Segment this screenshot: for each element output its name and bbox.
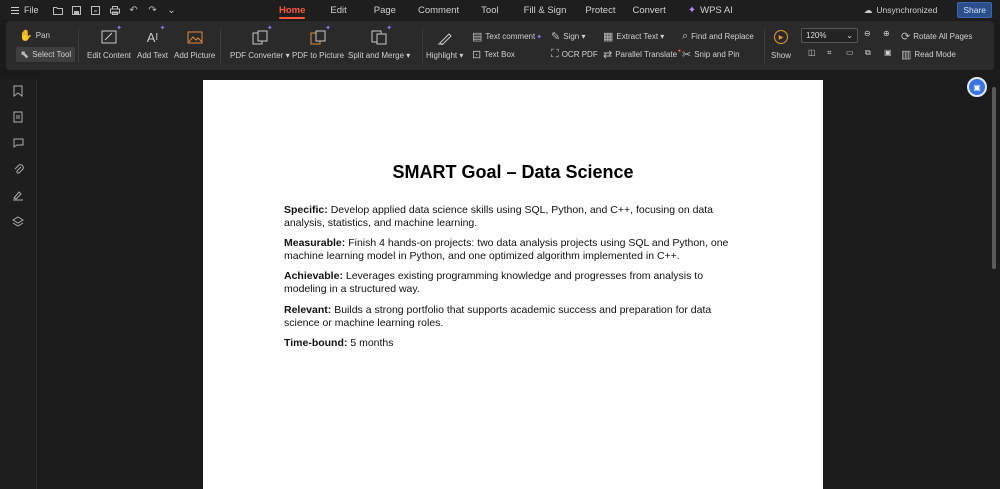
signature-icon[interactable] (12, 189, 24, 201)
timebound-paragraph (284, 337, 734, 350)
ocr-icon: ⛶ (551, 48, 559, 60)
read-mode-label: Read Mode (914, 50, 956, 59)
split-merge-button[interactable] (348, 25, 411, 60)
tab-wps-ai[interactable] (688, 0, 733, 20)
extract-text-button[interactable] (603, 30, 664, 43)
achievable-paragraph (284, 270, 734, 295)
relevant-text: Builds a strong portfolio that supports academic success and preparation for data science or machine learning roles. (284, 304, 712, 329)
edit-content-button[interactable] (87, 25, 132, 60)
measurable-text: Finish 4 hands-on projects: two data analysis projects using SQL and Python, one machine learning model in Python, and one optimized algorithm implemented in C++. (284, 237, 729, 262)
menu-bar (0, 0, 1000, 20)
find-replace-label: Find and Replace (691, 32, 754, 41)
hand-icon: ✋ (19, 30, 33, 42)
specific-paragraph (284, 204, 734, 229)
hamburger-icon (11, 7, 19, 14)
relevant-paragraph (284, 304, 734, 329)
highlight-button[interactable] (426, 28, 463, 60)
file-label: File (24, 5, 39, 15)
divider (422, 29, 423, 63)
add-text-icon: A I ✦ (146, 25, 166, 45)
divider (78, 29, 79, 63)
pdf-to-picture-icon (309, 25, 331, 46)
dual-page-icon[interactable]: ⧉ (865, 48, 871, 57)
bookmark-icon[interactable] (12, 85, 24, 97)
cloud-icon: ☁ (863, 4, 873, 15)
print-icon[interactable] (110, 5, 120, 15)
select-tool-label: Select Tool (32, 50, 72, 59)
text-box-button[interactable] (472, 48, 515, 61)
pdf-converter-button[interactable] (230, 25, 290, 60)
quick-access-toolbar (53, 5, 177, 15)
tab-fill-sign[interactable]: Fill & Sign (523, 4, 567, 16)
snip-pin-button[interactable] (682, 48, 740, 61)
attachment-icon[interactable] (12, 163, 24, 175)
pen-icon: ✎ (551, 31, 561, 43)
measurable-label: Measurable: (284, 237, 346, 249)
cursor-icon: ⬉ (20, 49, 30, 61)
layers-icon[interactable] (12, 215, 24, 227)
rotate-all-label: Rotate All Pages (913, 32, 973, 41)
ai-sparkle-icon: ✦ (536, 33, 543, 41)
zoom-in-icon[interactable]: ⊕ (883, 29, 890, 38)
tab-wps-ai-label: WPS AI (700, 4, 733, 16)
ocr-pdf-label: OCR PDF (561, 50, 598, 59)
undo-icon[interactable]: ↶ (129, 4, 138, 16)
share-button[interactable]: Share (957, 2, 992, 18)
pdf-converter-label: PDF Converter ▾ (230, 51, 290, 60)
find-replace-button[interactable] (682, 30, 754, 43)
continuous-scroll-icon[interactable]: ▣ (884, 48, 892, 57)
rotate-all-button[interactable] (901, 30, 972, 43)
split-merge-label: Split and Merge ▾ (348, 51, 411, 60)
ocr-pdf-button[interactable] (551, 48, 598, 61)
parallel-translate-label: Parallel Translate (615, 50, 678, 59)
single-page-icon[interactable]: ◫ (808, 48, 816, 57)
file-menu-button[interactable] (11, 5, 39, 15)
edit-content-icon (100, 25, 123, 46)
main-tabs (279, 0, 733, 20)
add-text-button[interactable] (137, 25, 168, 60)
read-mode-button[interactable] (901, 48, 956, 61)
vertical-scrollbar[interactable] (992, 87, 996, 269)
zoom-select[interactable] (801, 28, 858, 43)
chevron-down-icon[interactable]: ⌄ (167, 4, 176, 16)
ai-sparkle-icon: ✦ (386, 25, 393, 32)
open-folder-icon[interactable] (53, 5, 63, 15)
picture-icon (186, 28, 204, 46)
tab-home[interactable]: Home (279, 0, 305, 20)
add-picture-label: Add Picture (174, 51, 216, 60)
assistant-icon: ▣ (973, 82, 981, 92)
scissors-icon: ✂ (682, 49, 692, 61)
text-box-icon: ⊡ (472, 49, 482, 61)
fit-page-icon[interactable]: ⌗ (827, 48, 832, 57)
achievable-label: Achievable: (284, 270, 343, 282)
zoom-value: 120% (806, 31, 827, 40)
play-icon: ▶ (772, 28, 790, 46)
search-icon: ⌕ (682, 30, 689, 42)
divider (220, 29, 221, 63)
redo-icon[interactable]: ↷ (148, 4, 157, 16)
pdf-to-picture-button[interactable] (292, 25, 345, 60)
new-dot-icon: ● (678, 48, 682, 54)
ai-sparkle-icon: ✦ (687, 4, 697, 16)
achievable-text: Leverages existing programming knowledge and progresses from analysis to modeling in a structured way. (284, 270, 704, 295)
pdf-converter-icon (251, 25, 273, 46)
floating-assistant-button[interactable] (967, 77, 987, 97)
text-box-label: Text Box (484, 50, 515, 59)
relevant-label: Relevant: (284, 304, 332, 316)
split-merge-icon (370, 25, 393, 46)
specific-label: Specific: (284, 204, 328, 216)
ai-sparkle-icon: ✦ (116, 25, 123, 32)
tab-protect[interactable]: Protect (585, 4, 616, 16)
timebound-label: Time-bound: (284, 337, 348, 349)
measurable-paragraph (284, 237, 734, 262)
text-comment-icon: ▤ (472, 31, 483, 43)
add-picture-button[interactable] (174, 28, 215, 60)
comments-icon[interactable] (12, 137, 24, 149)
tab-tool[interactable]: Tool (481, 4, 499, 16)
fit-width-icon[interactable]: ▭ (846, 48, 854, 57)
sync-status-label: Unsynchronized (876, 5, 938, 15)
left-sidebar (0, 79, 37, 489)
highlight-label: Highlight ▾ (426, 51, 464, 60)
book-icon: ▥ (901, 49, 912, 61)
chevron-down-icon: ⌄ (846, 31, 853, 40)
sign-label: Sign ▾ (563, 32, 586, 41)
translate-icon: ⇄ (603, 49, 613, 61)
save-icon[interactable] (72, 5, 82, 15)
pan-label: Pan (35, 31, 50, 40)
ribbon-toolbar (6, 21, 994, 70)
snip-pin-label: Snip and Pin (694, 50, 740, 59)
show-label: Show (771, 51, 792, 60)
menubar-right (864, 0, 992, 20)
tab-edit[interactable]: Edit (330, 4, 347, 16)
ai-sparkle-icon: ✦ (266, 25, 273, 32)
tab-convert[interactable]: Convert (632, 4, 666, 16)
extract-text-icon: ▦ (603, 31, 614, 43)
timebound-text: 5 months (350, 337, 394, 349)
text-comment-label: Text comment (485, 32, 536, 41)
parallel-translate-button[interactable] (603, 48, 681, 61)
export-icon[interactable] (91, 5, 101, 15)
rotate-icon: ⟳ (901, 31, 911, 43)
show-button[interactable] (771, 28, 791, 60)
pdf-page[interactable] (203, 80, 823, 489)
text-comment-button[interactable] (472, 30, 542, 43)
tab-page[interactable]: Page (373, 4, 396, 16)
edit-content-label: Edit Content (87, 51, 132, 60)
zoom-out-icon[interactable]: ⊖ (864, 29, 871, 38)
sign-button[interactable] (551, 30, 585, 43)
divider (764, 29, 765, 63)
ai-sparkle-icon: ✦ (325, 25, 331, 32)
thumbnails-icon[interactable] (12, 111, 24, 123)
pan-button[interactable] (19, 29, 50, 42)
extract-text-label: Extract Text ▾ (616, 32, 665, 41)
highlighter-icon (436, 28, 454, 46)
add-text-label: Add Text (137, 51, 168, 60)
document-title: SMART Goal – Data Science (392, 162, 634, 182)
sync-status[interactable] (864, 5, 937, 16)
pdf-to-picture-label: PDF to Picture (292, 51, 345, 60)
tab-comment[interactable]: Comment (417, 4, 460, 16)
specific-text: Develop applied data science skills using SQL, Python, and C++, focusing on data analysis, statistics, and machine learning. (284, 204, 714, 229)
ai-sparkle-icon: ✦ (159, 25, 166, 32)
select-tool-button[interactable] (16, 47, 75, 62)
